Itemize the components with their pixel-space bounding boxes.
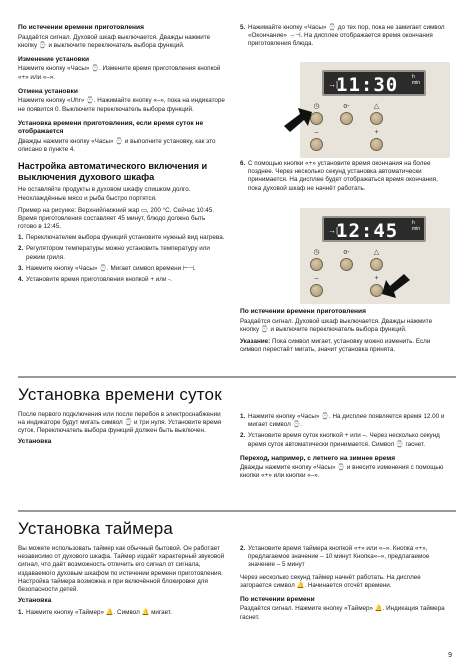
list-item: 1. Нажмите кнопку «Таймер» 🔔. Символ 🔔 мигает. xyxy=(18,608,172,616)
key-icon: o- xyxy=(343,103,350,110)
list-item: 4. Установите время приготовления кнопкой + или -. xyxy=(18,275,173,283)
list-item: 3. Нажмите кнопку «Часы» ⌚. Мигает символ времени ⊢⊣. xyxy=(18,264,196,272)
end-time-icon: →| xyxy=(328,226,339,235)
time-left-column xyxy=(18,411,225,447)
oven-display xyxy=(322,70,426,96)
hour-minute-label: h min xyxy=(411,220,420,232)
heading-auto-on-off: Настройка автоматического включения и выключения духового шкафа xyxy=(18,161,208,182)
end-time-icon: →| xyxy=(328,80,339,89)
list-item: 6. С помощью кнопки «+» установите время окончания на более позднее. Через несколько секунд установка автоматически принимается. На дисплее будет отображаться время окончания, пока духовой шкаф не начнёт работать. xyxy=(240,160,438,192)
pointer-arrow-icon xyxy=(284,108,314,134)
right-column-step6 xyxy=(240,160,452,193)
right-column-end xyxy=(240,308,452,355)
plus-button[interactable] xyxy=(370,138,383,151)
display-time: 11:30 xyxy=(336,74,399,96)
note-text: Пока символ мигает, установку можно изменить. Если символ перестаёт мигать, значит установка принята. xyxy=(240,337,431,354)
heading-setting: Установка xyxy=(18,437,52,445)
note-label: Указание: xyxy=(240,337,271,345)
paragraph-end-of-cooking: Раздаётся сигнал. Духовой шкаф выключается. Дважды нажмите кнопку ⌚ и выключите переключатель выбора функций. xyxy=(18,33,211,49)
pointer-arrow-icon xyxy=(380,272,410,298)
list-item: 2. Установите время суток кнопкой + или –. Через несколько секунд время суток автоматически принимается. Символ ⌚ гаснет. xyxy=(240,432,440,448)
paragraph-timer-auto: Через несколько секунд таймер начнёт работать. На дисплее загорается символ 🔔. Начинается отсчёт времени. xyxy=(240,573,421,589)
clock-icon: ◷ xyxy=(313,103,320,110)
clock-icon: ◷ xyxy=(313,249,320,256)
oven-panel-illustration-2 xyxy=(300,208,450,304)
timer-button[interactable] xyxy=(370,258,383,271)
right-column-top xyxy=(240,24,452,49)
list-item: 1. Переключателем выбора функций установите нужный вид нагрева. xyxy=(18,234,225,242)
lock-button[interactable] xyxy=(340,112,353,125)
section-title-time-of-day: Установка времени суток xyxy=(18,385,222,404)
bell-icon: △ xyxy=(373,103,380,110)
clock-button[interactable] xyxy=(310,258,323,271)
paragraph-cancel-setting: Нажмите кнопку «Uhr» ⌚. Нажимайте кнопку «–», пока на индикаторе не появится 0. Выключите переключатель выбора функций. xyxy=(18,97,225,113)
list-item: 2. Регулятором температуры можно установить температуру или режим гриля. xyxy=(18,245,210,261)
list-item: 5. Нажимайте кнопку «Часы» ⌚ до тех пор, пока не замигает символ «Окончание» →⊣. На дисплее отображается время окончания приготовления блюда. xyxy=(240,24,445,48)
section-divider xyxy=(18,510,456,512)
plus-icon: + xyxy=(374,275,379,282)
list-item: 2. Установите время таймера кнопкой «+» или «–». Кнопка «+», предлагаемое значение – 10 минут Кнопка«–», предлагаемое значение – 5 минут xyxy=(240,545,430,569)
minus-icon: – xyxy=(314,129,319,136)
minus-button[interactable] xyxy=(310,138,323,151)
paragraph-time-intro: После первого подключения или после перебоя в электроснабжении на индикаторе будут мигать символ ⌚ и три нуля. Установите время суток. Переключатель выбора функций должен быть выключен. xyxy=(18,411,222,435)
paragraph-end-of-cooking-2: Раздаётся сигнал. Духовой шкаф выключается. Дважды нажмите кнопку ⌚ и выключите переключатель выбора функций. xyxy=(240,317,433,333)
paragraph-timer-intro: Вы можете использовать таймер как обычный бытовой. Он работает независимо от духового шкафа. Таймер издаёт характерный звуковой сигнал, что даёт возможность отличить его сигнал от сигнала, издаваемого духовым шкафом по истечении времени приготовления. Настройка таймера возможна и при включённой блокировке для безопасности детей. xyxy=(18,545,225,593)
minus-icon: – xyxy=(314,275,319,282)
paragraph-summer-winter: Дважды нажмите кнопку «Часы» ⌚ и внесите изменения с помощью кнопки «+» или кнопки «–». xyxy=(240,464,444,480)
timer-button[interactable] xyxy=(370,112,383,125)
heading-timer-end: По истечении времени xyxy=(240,595,315,603)
minus-button[interactable] xyxy=(310,284,323,297)
oven-panel-illustration-1 xyxy=(300,62,450,158)
heading-summer-winter: Переход, например, с летнего на зимнее время xyxy=(240,454,396,462)
bell-icon: △ xyxy=(373,249,380,256)
time-right-column xyxy=(240,413,452,482)
page-number: 9 xyxy=(448,651,452,659)
paragraph-change-setting: Нажмите кнопку «Часы» ⌚. Измените время приготовления кнопкой «+» или «–». xyxy=(18,65,221,81)
heading-cancel-setting: Отмена установки xyxy=(18,87,78,95)
left-column-top xyxy=(18,24,225,284)
paragraph-food-warning: Не оставляйте продукты в духовом шкафу слишком долго. Неохлаждённые мясо и рыба быстро портятся. xyxy=(18,186,191,202)
oven-display xyxy=(322,216,426,242)
key-icon: o- xyxy=(343,249,350,256)
display-time: 12:45 xyxy=(336,220,399,242)
list-item: 1. Нажмите кнопку «Часы» ⌚. На дисплее появляется время 12.00 и мигает символ ⌚. xyxy=(240,413,445,429)
heading-change-setting: Изменение установки xyxy=(18,55,90,63)
lock-button[interactable] xyxy=(340,258,353,271)
heading-timer-setting: Установка xyxy=(18,597,52,605)
paragraph-example: Пример на рисунке: Верхний/нижний жар ▭, 200 °C. Сейчас 10:45. Время приготовления составляет 45 минут, блюдо должно быть готово в 12:45. xyxy=(18,206,214,231)
timer-left-column xyxy=(18,545,225,617)
heading-end-of-cooking: По истечении времени приготовления xyxy=(18,24,144,31)
paragraph-timer-end: Раздаётся сигнал. Нажмите кнопку «Таймер» 🔔. Индикация таймера гаснет. xyxy=(240,605,445,621)
paragraph-no-clock: Дважды нажмите кнопку «Часы» ⌚ и выполните установку, как это описано в пункте 4. xyxy=(18,137,216,154)
section-divider xyxy=(18,376,456,378)
timer-right-column xyxy=(240,545,452,623)
heading-end-of-cooking-2: По истечении времени приготовления xyxy=(240,308,366,315)
plus-icon: + xyxy=(374,129,379,136)
note xyxy=(240,338,452,354)
hour-minute-label: h min xyxy=(411,74,420,86)
heading-no-clock: Установка времени приготовления, если время суток не отображается xyxy=(18,119,204,136)
section-title-timer: Установка таймера xyxy=(18,519,174,538)
